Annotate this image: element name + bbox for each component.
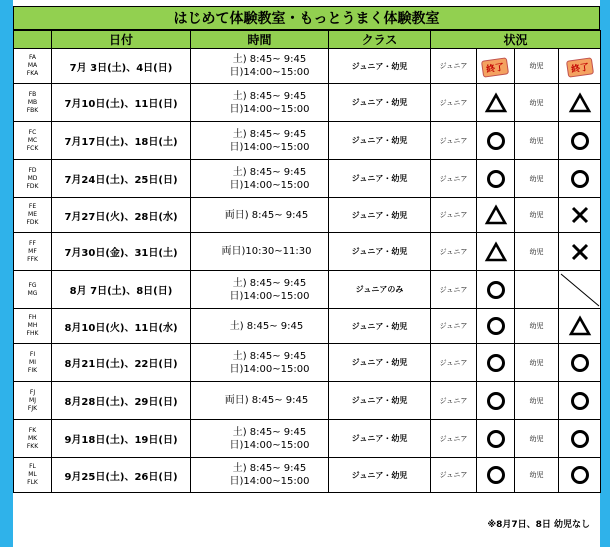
label-infant: 幼児 xyxy=(515,160,559,198)
header-class: クラス xyxy=(329,31,431,49)
page-title: はじめて体験教室・もっとうまく体験教室 xyxy=(13,6,600,30)
class-type: ジュニア・幼児 xyxy=(329,122,431,160)
dates: 8月28日(土)、29日(日) xyxy=(52,382,191,420)
dates: 8月21日(土)、22日(日) xyxy=(52,344,191,382)
dates: 9月25日(土)、26日(日) xyxy=(52,458,191,493)
header-time: 時間 xyxy=(191,31,329,49)
course-codes: FH MH FHK xyxy=(14,309,52,344)
circle-icon xyxy=(485,130,507,152)
triangle-icon xyxy=(484,92,508,114)
label-junior: ジュニア xyxy=(431,122,477,160)
times: 両日) 8:45~ 9:45 xyxy=(191,198,329,233)
status-junior xyxy=(477,160,515,198)
label-infant: 幼児 xyxy=(515,382,559,420)
times: 土) 8:45~ 9:45 日)14:00~15:00 xyxy=(191,420,329,458)
label-infant: 幼児 xyxy=(515,84,559,122)
circle-icon xyxy=(569,352,591,374)
dates: 7月30日(金)、31日(土) xyxy=(52,233,191,271)
times: 土) 8:45~ 9:45 日)14:00~15:00 xyxy=(191,344,329,382)
status-infant xyxy=(559,309,601,344)
label-junior: ジュニア xyxy=(431,84,477,122)
class-type: ジュニアのみ xyxy=(329,271,431,309)
label-junior: ジュニア xyxy=(431,49,477,84)
circle-icon xyxy=(485,352,507,374)
cross-icon xyxy=(569,241,591,263)
times: 両日)10:30~11:30 xyxy=(191,233,329,271)
label-junior: ジュニア xyxy=(431,420,477,458)
table-row xyxy=(14,271,601,309)
label-junior: ジュニア xyxy=(431,309,477,344)
circle-icon xyxy=(485,315,507,337)
class-type: ジュニア・幼児 xyxy=(329,458,431,493)
table-row xyxy=(14,84,601,122)
table-row xyxy=(14,49,601,84)
times: 土) 8:45~ 9:45 日)14:00~15:00 xyxy=(191,458,329,493)
course-codes: FI MI FIK xyxy=(14,344,52,382)
status-infant xyxy=(559,233,601,271)
label-infant: 幼児 xyxy=(515,420,559,458)
label-junior: ジュニア xyxy=(431,271,477,309)
course-codes: FJ MJ FJK xyxy=(14,382,52,420)
footnote: ※8月7日、8日 幼児なし xyxy=(487,520,590,530)
status-junior xyxy=(477,84,515,122)
page xyxy=(13,0,600,547)
status-infant xyxy=(559,84,601,122)
dates: 9月18日(土)、19日(日) xyxy=(52,420,191,458)
table-row xyxy=(14,122,601,160)
course-codes: FG MG xyxy=(14,271,52,309)
label-junior: ジュニア xyxy=(431,233,477,271)
times: 土) 8:45~ 9:45 日)14:00~15:00 xyxy=(191,84,329,122)
dates: 8月10日(火)、11日(水) xyxy=(52,309,191,344)
label-junior: ジュニア xyxy=(431,382,477,420)
status-junior xyxy=(477,344,515,382)
status-junior xyxy=(477,122,515,160)
table-row xyxy=(14,233,601,271)
circle-icon xyxy=(485,464,507,486)
times: 土) 8:45~ 9:45 xyxy=(191,309,329,344)
header-date: 日付 xyxy=(52,31,191,49)
label-junior: ジュニア xyxy=(431,458,477,493)
label-junior: ジュニア xyxy=(431,198,477,233)
circle-icon xyxy=(569,168,591,190)
class-type: ジュニア・幼児 xyxy=(329,198,431,233)
status-junior xyxy=(477,309,515,344)
status-infant xyxy=(559,49,601,84)
class-type: ジュニア・幼児 xyxy=(329,309,431,344)
dates: 7月17日(土)、18日(土) xyxy=(52,122,191,160)
triangle-icon xyxy=(484,241,508,263)
class-type: ジュニア・幼児 xyxy=(329,49,431,84)
circle-icon xyxy=(569,390,591,412)
triangle-icon xyxy=(484,204,508,226)
times: 土) 8:45~ 9:45 日)14:00~15:00 xyxy=(191,122,329,160)
triangle-icon xyxy=(568,315,592,337)
label-infant: 幼児 xyxy=(515,49,559,84)
circle-icon xyxy=(569,130,591,152)
course-codes: FA MA FKA xyxy=(14,49,52,84)
status-infant xyxy=(559,420,601,458)
times: 土) 8:45~ 9:45 日)14:00~15:00 xyxy=(191,49,329,84)
header-status: 状況 xyxy=(431,31,601,49)
circle-icon xyxy=(569,464,591,486)
triangle-icon xyxy=(568,92,592,114)
class-type: ジュニア・幼児 xyxy=(329,344,431,382)
label-infant: 幼児 xyxy=(515,458,559,493)
label-infant: 幼児 xyxy=(515,122,559,160)
table-row xyxy=(14,344,601,382)
circle-icon xyxy=(485,168,507,190)
status-junior xyxy=(477,382,515,420)
status-infant xyxy=(559,122,601,160)
times: 両日) 8:45~ 9:45 xyxy=(191,382,329,420)
table-row xyxy=(14,198,601,233)
table-row xyxy=(14,382,601,420)
table-row xyxy=(14,160,601,198)
table-row xyxy=(14,458,601,493)
status-junior xyxy=(477,233,515,271)
status-infant xyxy=(559,344,601,382)
circle-icon xyxy=(485,390,507,412)
status-junior xyxy=(477,420,515,458)
circle-icon xyxy=(485,279,507,301)
status-infant xyxy=(559,198,601,233)
dates: 7月24日(土)、25日(日) xyxy=(52,160,191,198)
class-type: ジュニア・幼児 xyxy=(329,233,431,271)
status-infant xyxy=(559,271,601,309)
dates: 8月 7日(土)、8日(日) xyxy=(52,271,191,309)
status-junior xyxy=(477,271,515,309)
status-junior xyxy=(477,49,515,84)
label-infant: 幼児 xyxy=(515,309,559,344)
table-row xyxy=(14,309,601,344)
course-codes: FD MD FDK xyxy=(14,160,52,198)
cross-icon xyxy=(569,204,591,226)
status-infant xyxy=(559,382,601,420)
label-infant xyxy=(515,271,559,309)
course-codes: FE ME FDK xyxy=(14,198,52,233)
course-codes: FK MK FKK xyxy=(14,420,52,458)
slash-mark xyxy=(559,272,601,308)
class-type: ジュニア・幼児 xyxy=(329,84,431,122)
dates: 7月 3日(土)、4日(日) xyxy=(52,49,191,84)
course-codes: FC MC FCK xyxy=(14,122,52,160)
label-infant: 幼児 xyxy=(515,233,559,271)
label-junior: ジュニア xyxy=(431,344,477,382)
label-infant: 幼児 xyxy=(515,198,559,233)
circle-icon xyxy=(485,428,507,450)
times: 土) 8:45~ 9:45 日)14:00~15:00 xyxy=(191,160,329,198)
class-type: ジュニア・幼児 xyxy=(329,160,431,198)
table-row xyxy=(14,420,601,458)
course-codes: FF MF FFK xyxy=(14,233,52,271)
class-type: ジュニア・幼児 xyxy=(329,382,431,420)
ended-badge: 終了 xyxy=(481,57,509,77)
status-infant xyxy=(559,160,601,198)
status-junior xyxy=(477,458,515,493)
header-code xyxy=(14,31,52,49)
course-codes: FL ML FLK xyxy=(14,458,52,493)
ended-badge: 終了 xyxy=(565,57,593,77)
course-codes: FB MB FBK xyxy=(14,84,52,122)
schedule-table xyxy=(13,30,601,493)
dates: 7月10日(土)、11日(日) xyxy=(52,84,191,122)
dates: 7月27日(火)、28日(水) xyxy=(52,198,191,233)
label-infant: 幼児 xyxy=(515,344,559,382)
times: 土) 8:45~ 9:45 日)14:00~15:00 xyxy=(191,271,329,309)
status-junior xyxy=(477,198,515,233)
label-junior: ジュニア xyxy=(431,160,477,198)
status-infant xyxy=(559,458,601,493)
class-type: ジュニア・幼児 xyxy=(329,420,431,458)
circle-icon xyxy=(569,428,591,450)
